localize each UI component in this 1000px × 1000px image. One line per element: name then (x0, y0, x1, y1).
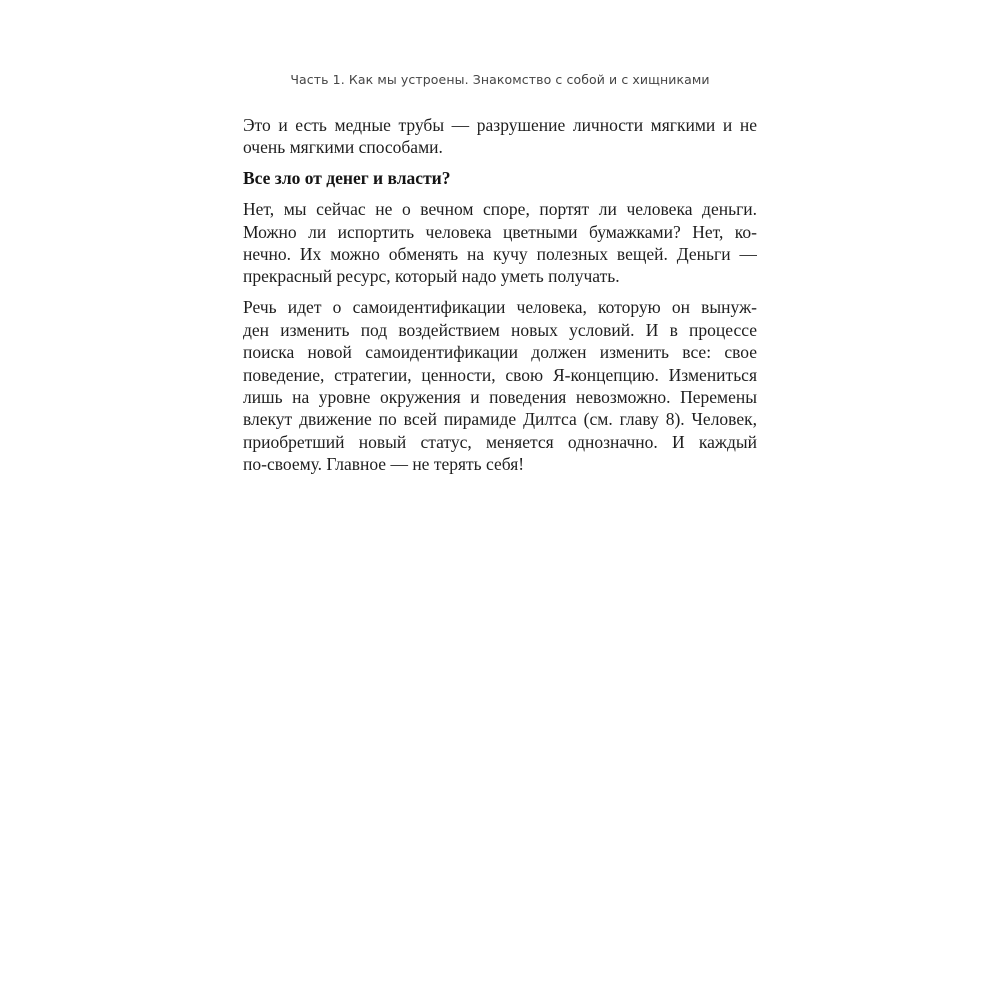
paragraph-line: Можно ли испортить человека цветными бумажками? Нет, ко- (243, 221, 757, 242)
paragraph-line: по-своему. Главное — не терять себя! (243, 454, 525, 475)
paragraph-line: Это и есть медные трубы — разрушение личности мягкими и не (243, 115, 757, 135)
paragraph-line: лишь на уровне окружения и поведения невозможно. Перемены (243, 386, 757, 407)
paragraph-line: поиска новой самоидентификации должен изменить все: свое (243, 342, 757, 363)
section-heading: Все зло от денег и власти? (243, 168, 451, 189)
paragraph-line: нечно. Их можно обменять на кучу полезных вещей. Деньги — (243, 244, 757, 265)
paragraph-3 (243, 296, 757, 475)
paragraph-line: поведение, стратегии, ценности, свою Я-концепцию. Измениться (243, 364, 757, 385)
paragraph-line: влекут движение по всей пирамиде Дилтса (см. главу 8). Человек, (243, 409, 757, 430)
paragraph-1 (243, 114, 757, 159)
running-header: Часть 1. Как мы устроены. Знакомство с собой и с хищниками (290, 72, 710, 87)
paragraph-line: ден изменить под воздействием новых условий. И в процессе (243, 319, 757, 340)
paragraph-2 (243, 198, 757, 288)
paragraph-line: приобретший новый статус, меняется однозначно. И каждый (243, 431, 757, 452)
paragraph-line: прекрасный ресурс, который надо уметь получать. (243, 266, 620, 287)
paragraph-line: очень мягкими способами. (243, 137, 443, 158)
body-text (243, 114, 757, 476)
paragraph-line: Нет, мы сейчас не о вечном споре, портят ли человека деньги. (243, 199, 757, 220)
paragraph-line: Речь идет о самоидентификации человека, которую он вынуж- (243, 297, 757, 318)
